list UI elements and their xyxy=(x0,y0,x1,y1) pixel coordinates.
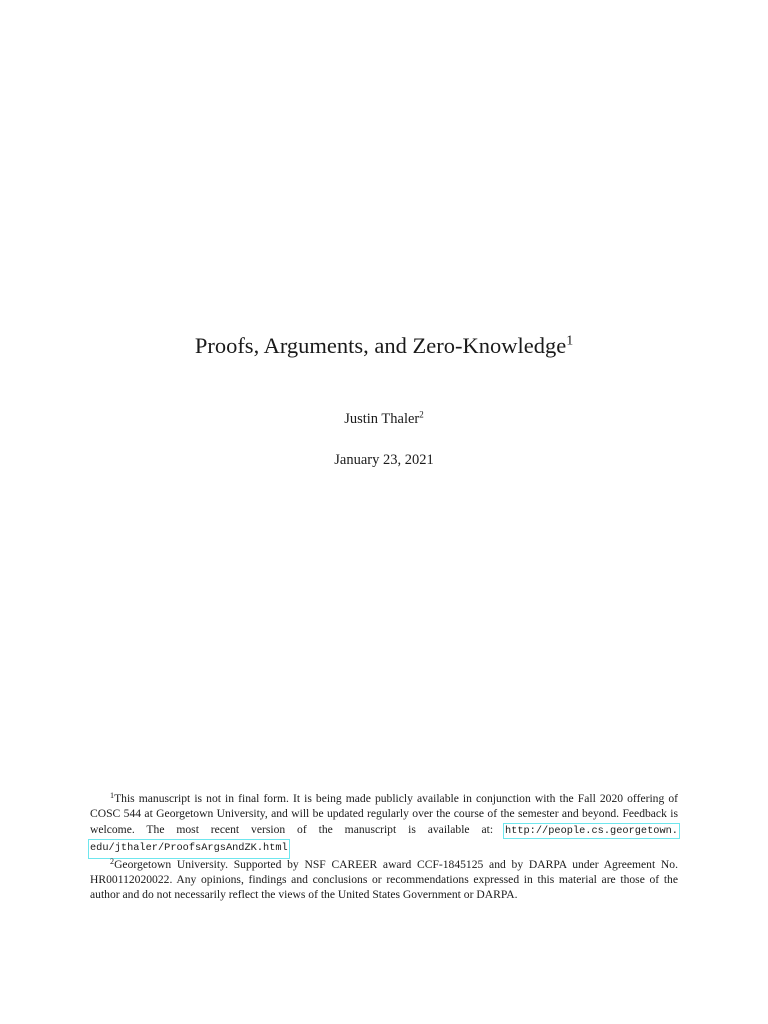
author-name xyxy=(0,409,768,429)
footnote-1 xyxy=(90,791,678,857)
manuscript-url-link-continued[interactable] xyxy=(90,841,288,856)
author-footnote-mark[interactable]: 2 xyxy=(419,409,424,420)
manuscript-url-link[interactable] xyxy=(505,825,678,837)
title-footnote-mark[interactable]: 1 xyxy=(566,333,574,349)
title-text: Proofs, Arguments, and Zero-Knowledge xyxy=(194,333,567,358)
author-text: Justin Thaler xyxy=(344,411,420,427)
footnote-2-mark: 2 xyxy=(110,856,115,866)
footnote-1-text: This manuscript is not in final form. It is being made publicly available in conjunction with the Fall 2020 offering of COSC 544 at Georgetown University, and will be updated regularly over the course of the semester and beyond. Feedback is welcome. The most recent version of the manuscript is available at: xyxy=(90,792,678,836)
paper-title xyxy=(0,332,768,360)
footnote-2 xyxy=(90,857,678,903)
publication-date: January 23, 2021 xyxy=(334,452,434,468)
manuscript-url-part1[interactable]: http://people.cs.georgetown. xyxy=(504,824,678,837)
footnote-1-mark: 1 xyxy=(110,790,115,800)
footnotes xyxy=(90,791,678,903)
manuscript-url-part2[interactable]: edu/jthaler/ProofsArgsAndZK.html xyxy=(90,842,288,855)
footnote-2-text: Georgetown University. Supported by NSF CAREER award CCF-1845125 and by DARPA under Agreement No. HR00112020022. Any opinions, findings and conclusions or recommendations expressed in this material are those of the author and do not necessarily reflect the views of the United States Government or DARPA. xyxy=(90,857,678,902)
